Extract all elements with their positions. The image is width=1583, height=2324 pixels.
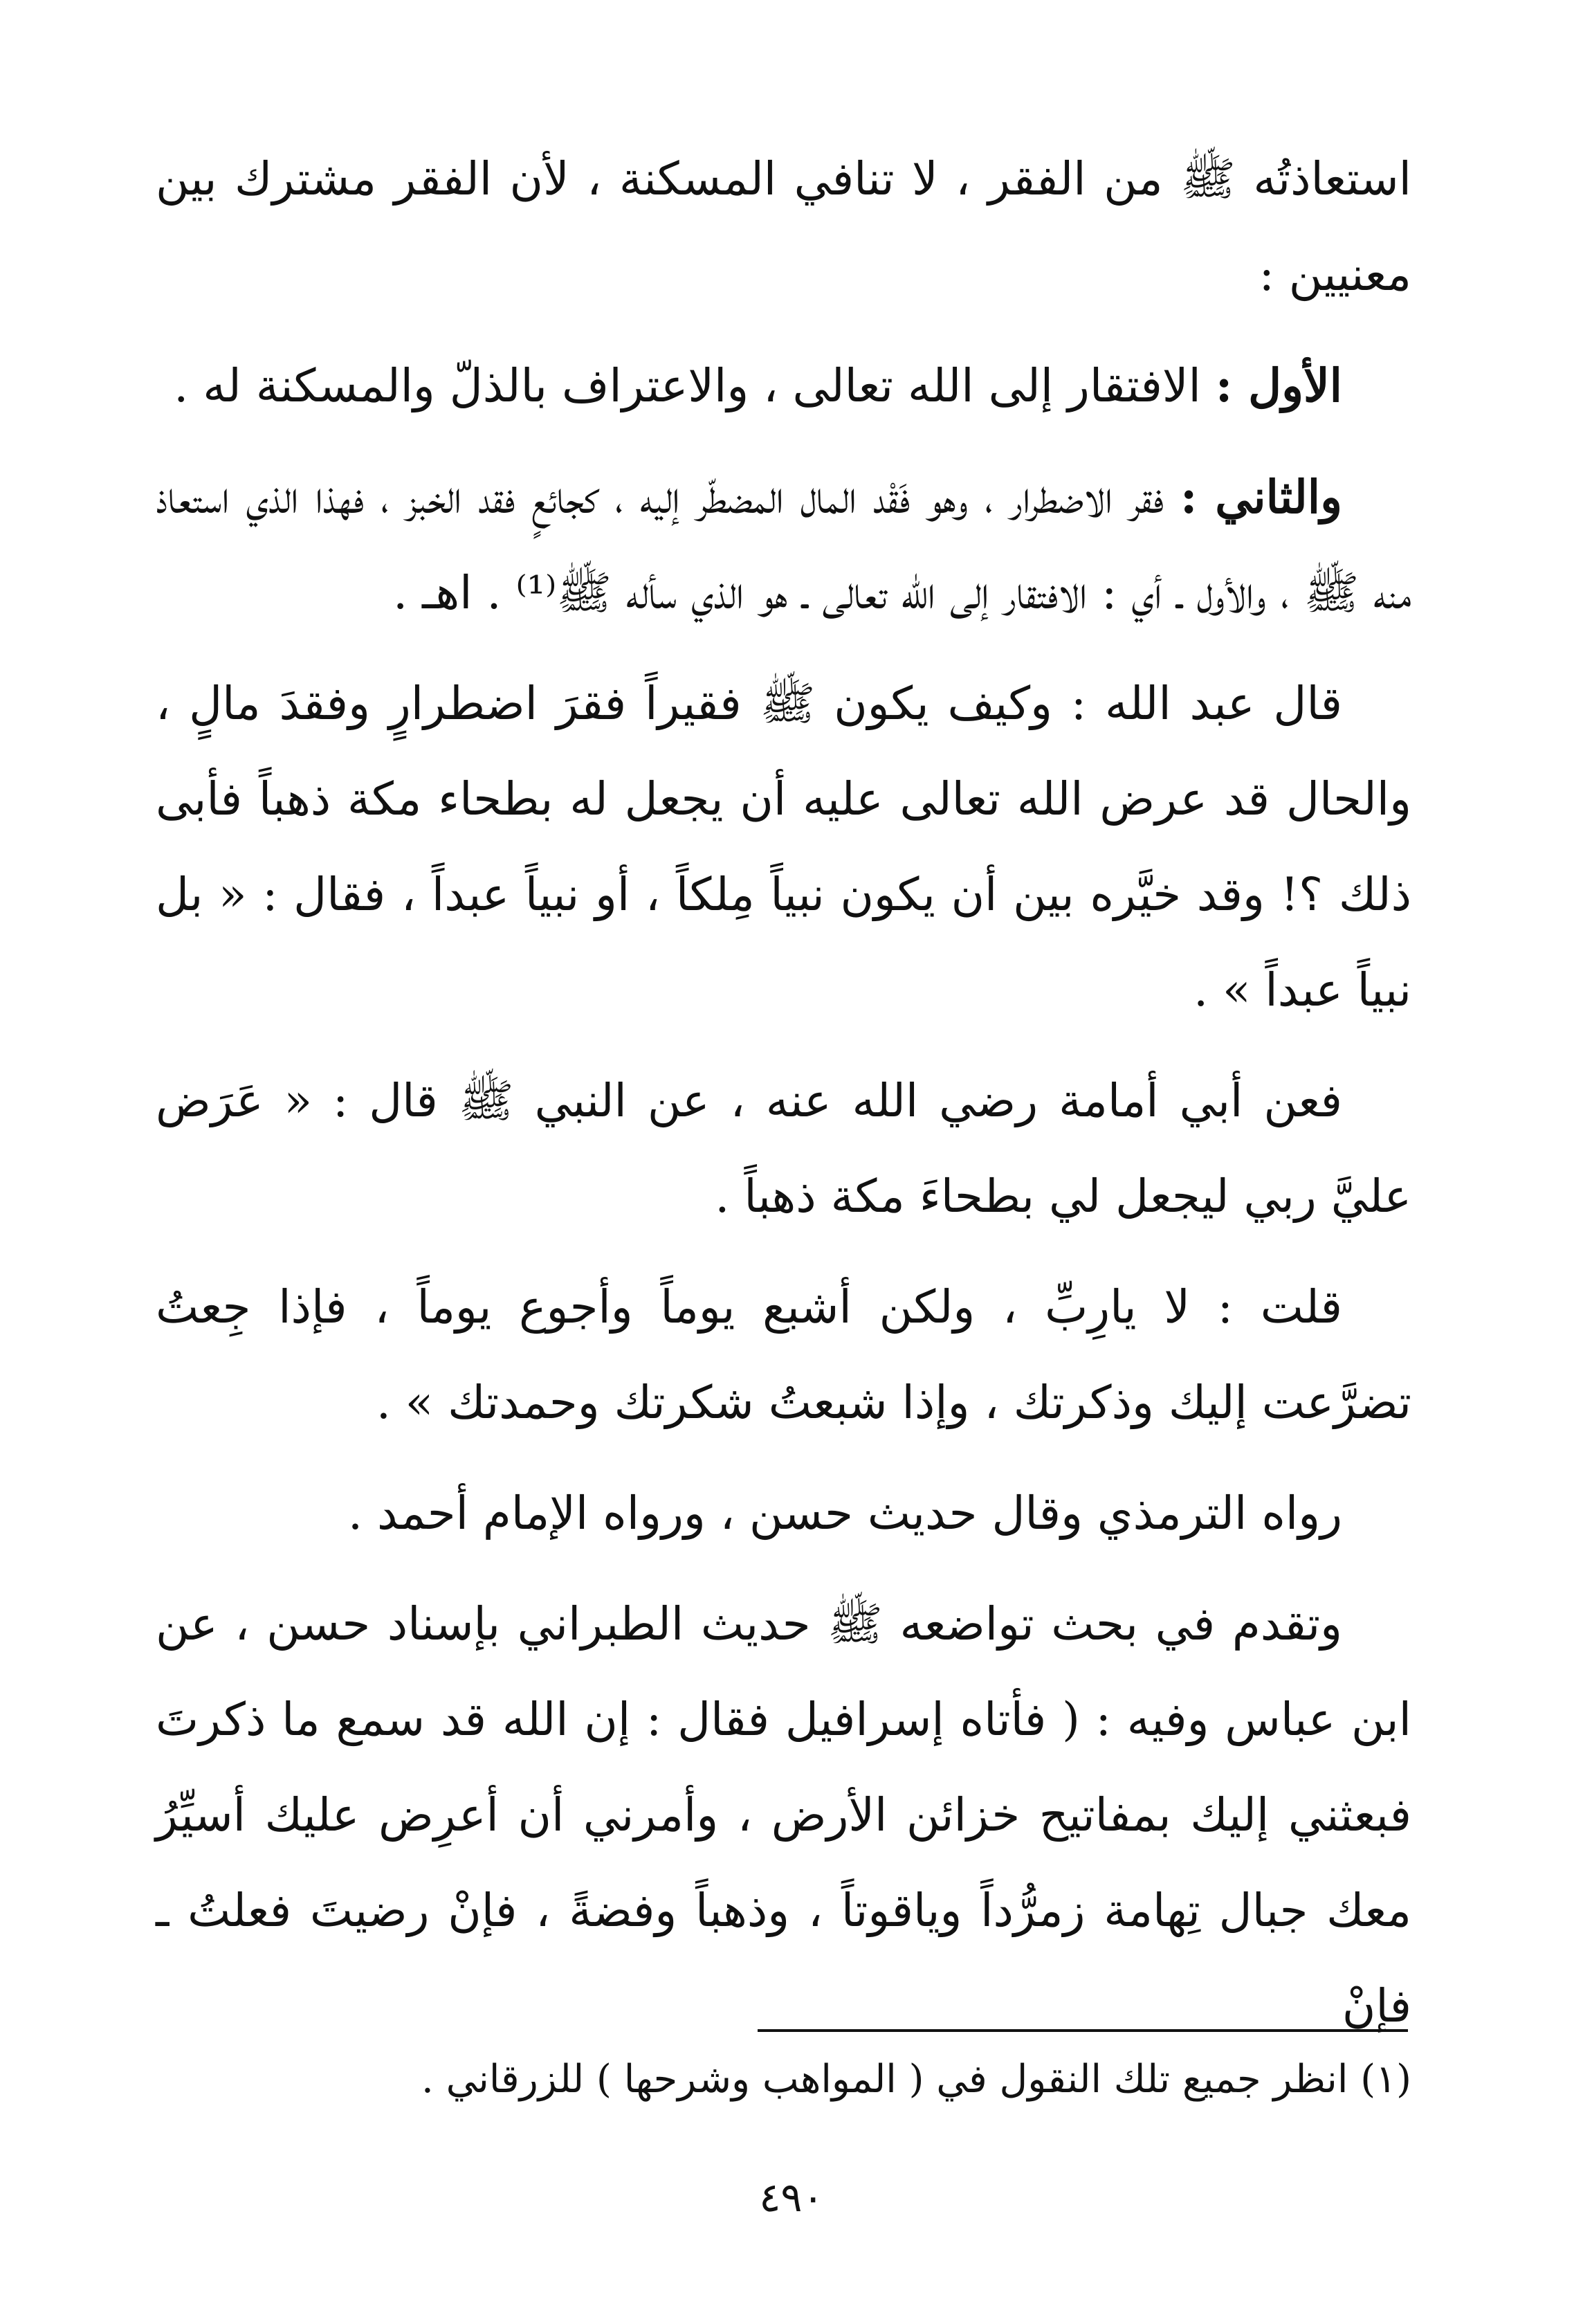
page-number: ٤٩٠ [759, 2174, 824, 2221]
paragraph-text: الافتقار إلى الله تعالى ، والاعتراف بالذلّ والمسكنة له . [174, 359, 1201, 412]
paragraph-3 [156, 449, 1411, 641]
paragraph-4 [156, 656, 1411, 1038]
paragraph-text: قلت : لا يارِبِّ ، ولكن أشبع يوماً وأجوع يوماً ، فإذا جِعتُ تضرَّعت إليك وذكرتك ، وإذا شبعتُ شكرتك وحمدتك » . [156, 1280, 1411, 1429]
paragraph-lead: والثاني : [1180, 470, 1342, 524]
footnote-separator [758, 2029, 1408, 2032]
paragraph-7 [156, 1466, 1411, 1561]
paragraph-text: استعاذتُه ﷺ من الفقر ، لا تنافي المسكنة ، لأن الفقر مشترك بين معنيين : [156, 152, 1411, 301]
paragraph-text: وتقدم في بحث تواضعه ﷺ حديث الطبراني بإسناد حسن ، عن ابن عباس وفيه : ( فأتاه إسرافيل فقال : إن الله قد سمع ما ذكرتَ فبعثني إليك بمفاتيح خزائن الأرض ، وأمرني أن أعرِض عليك أسيِّرُ معك جبال تِهامة زمرُّداً وياقوتاً ، وذهباً وفضةً ، فإنْ رضيتَ فعلتُ ـ فإنْ [156, 1597, 1411, 2033]
paragraph-8 [156, 1577, 1411, 2054]
paragraph-2 [156, 338, 1411, 434]
main-text [156, 131, 1411, 2069]
footnote: (١) انظر جميع تلك النقول في ( المواهب وشرحها ) للزرقاني . [421, 2057, 1411, 2102]
paragraph-text: رواه الترمذي وقال حديث حسن ، ورواه الإمام أحمد . [348, 1487, 1342, 1540]
paragraph-lead: الأول : [1215, 358, 1342, 412]
paragraph-text: قال عبد الله : وكيف يكون ﷺ فقيراً فقرَ اضطرارٍ وفقدَ مالٍ ، والحال قد عرض الله تعالى عليه أن يجعل له بطحاء مكة ذهباً فأبى ذلك ؟! وقد خيَّره بين أن يكون نبياً مِلكاً ، أو نبياً عبداً ، فقال : « بل نبياً عبداً » . [156, 677, 1411, 1017]
paragraph-6 [156, 1260, 1411, 1451]
paragraph-5 [156, 1053, 1411, 1244]
paragraph-text: فعن أبي أمامة رضي الله عنه ، عن النبي ﷺ قال : « عَرَض عليَّ ربي ليجعل لي بطحاءَ مكة ذهباً . [156, 1074, 1411, 1223]
paragraph-text: فقر الاضطرار ، وهو فَقْد المال المضطّر إليه ، كجائعٍ فقد الخبز ، فهذا الذي استعاذ منه ﷺ ، والأول ـ أي : الافتقار إلى الله تعالى ـ هو الذي سأله ﷺ⁽¹⁾ . اهـ . [156, 471, 1411, 619]
paragraph-1 [156, 131, 1411, 323]
